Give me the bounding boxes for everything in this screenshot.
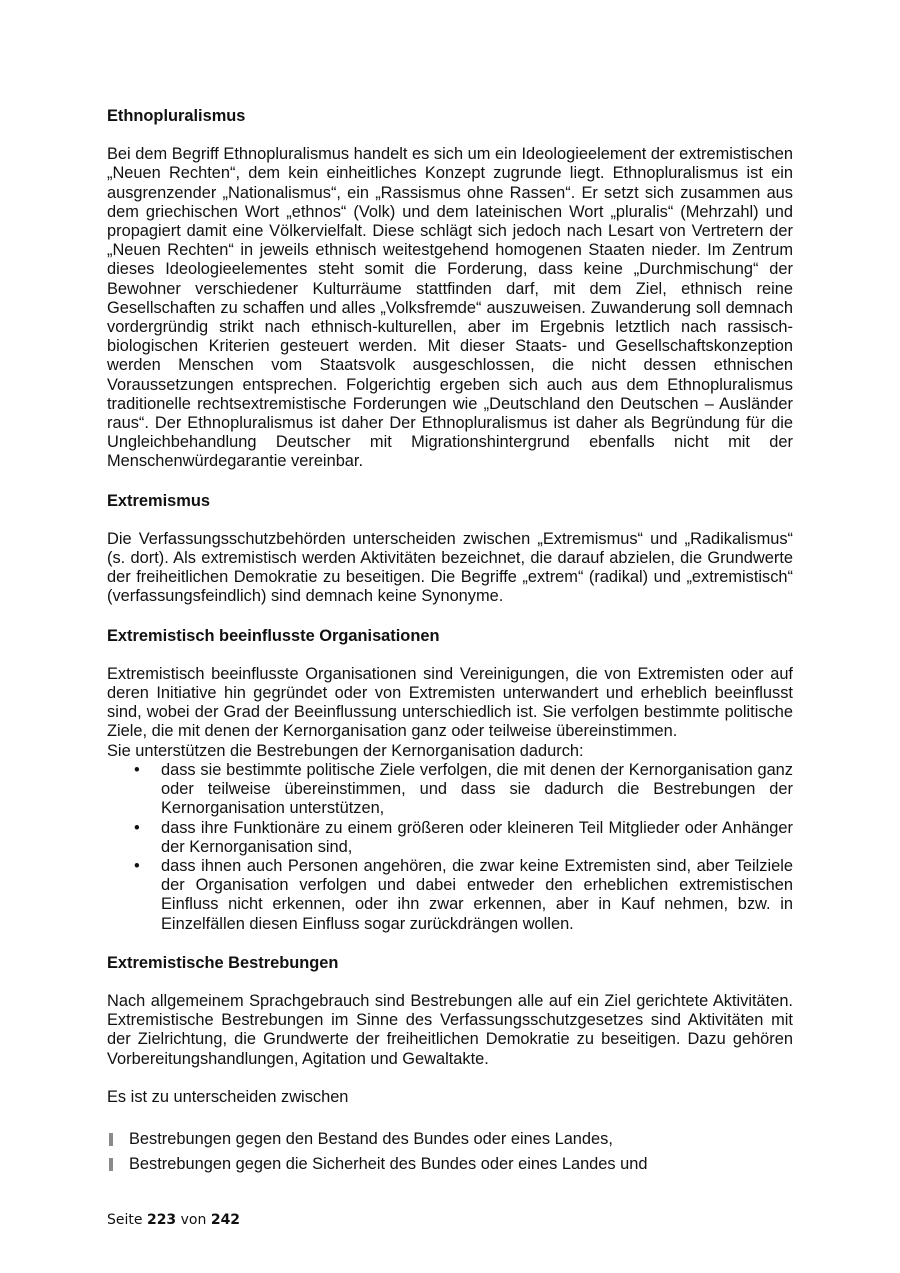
list-item-text: Bestrebungen gegen den Bestand des Bundes oder eines Landes, bbox=[129, 1129, 613, 1148]
page-number-total: 242 bbox=[210, 1212, 241, 1228]
footer-middle: von bbox=[180, 1212, 207, 1228]
bullet-list bbox=[107, 761, 793, 934]
footer-prefix: Seite bbox=[107, 1212, 143, 1228]
section-extremismus bbox=[107, 492, 793, 607]
section-paragraph: Extremistisch beeinflusste Organisationen sind Vereinigungen, die von Extremisten oder auf deren Initiative hin gegründet oder von Extremisten unterwandert und erheblich beeinflusst sind, wobei der Grad der Beeinflussung unterschiedlich ist. Sie verfolgen bestimmte politische Ziele, die mit denen der Kernorganisation ganz oder teilweise übereinstimmen. bbox=[107, 664, 793, 741]
section-heading: Extremistisch beeinflusste Organisationen bbox=[107, 626, 440, 645]
list-item-text: dass sie bestimmte politische Ziele verfolgen, die mit denen der Kernorganisation ganz oder teilweise übereinstimmen, und dass sie dadurch die Bestrebungen der Kernorganisation unterstützen, bbox=[161, 760, 793, 818]
section-extremistisch-beeinflusste-organisationen bbox=[107, 627, 793, 934]
section-heading: Extremistische Bestrebungen bbox=[107, 953, 339, 972]
list-item-text: dass ihnen auch Personen angehören, die zwar keine Extremisten sind, aber Teilziele der Organisation verfolgen und dabei entweder den erheblichen extremistischen Einfluss nicht erkennen, oder ihn zwar erkennen, aber in Kauf nehmen, bzw. in Einzelfällen diesen Einfluss sogar zurückdrängen wollen. bbox=[161, 856, 793, 933]
bar-list bbox=[107, 1130, 793, 1174]
list-item bbox=[129, 1155, 793, 1174]
page-content bbox=[107, 107, 793, 1194]
section-ethnopluralismus bbox=[107, 107, 793, 472]
bar-bullet-icon bbox=[109, 1158, 113, 1171]
list-item-text: dass ihre Funktionäre zu einem größeren oder kleineren Teil Mitglieder oder Anhänger der Kernorganisation sind, bbox=[161, 818, 793, 856]
bullet-icon: • bbox=[134, 760, 140, 779]
list-item bbox=[129, 1130, 793, 1149]
bar-bullet-icon bbox=[109, 1133, 113, 1146]
section-paragraph-intro: Sie unterstützen die Bestrebungen der Kernorganisation dadurch: bbox=[107, 741, 584, 760]
page-footer bbox=[107, 1211, 240, 1230]
section-paragraph: Nach allgemeinem Sprachgebrauch sind Bestrebungen alle auf ein Ziel gerichtete Aktivitäten. Extremistische Bestrebungen im Sinne des Verfassungsschutzgesetzes sind Aktivitäten mit der Zielrichtung, die Grundwerte der freiheitlichen Demokratie zu beseitigen. Dazu gehören Vorbereitungshandlungen, Agitation und Gewaltakte. bbox=[107, 991, 793, 1068]
list-item-text: Bestrebungen gegen die Sicherheit des Bundes oder eines Landes und bbox=[129, 1155, 648, 1174]
list-item bbox=[134, 856, 793, 934]
list-item bbox=[134, 818, 793, 857]
section-paragraph: Bei dem Begriff Ethnopluralismus handelt es sich um ein Ideologieelement der extremistischen „Neuen Rechten“, dem kein einheitliches Konzept zugrunde liegt. Ethnopluralismus ist ein ausgrenzender „Nationalismus“, ein „Rassismus ohne Rassen“. Er setzt sich zusammen aus dem griechischen Wort „ethnos“ (Volk) und dem lateinischen Wort „pluralis“ (Mehrzahl) und propagiert damit eine Völkervielfalt. Diese schlägt sich jedoch nach Lesart von Vertretern der „Neuen Rechten“ in jeweils ethnisch weitestgehend homogenen Staaten nieder. Im Zentrum dieses Ideologieelementes steht somit die Forderung, dass keine „Durchmischung“ der Bewohner verschiedener Kulturräume stattfinden darf, mit dem Ziel, ethnisch reine Gesellschaften zu schaffen und alles „Volksfremde“ auszuweisen. Zuwanderung soll demnach vordergründig strikt nach ethnisch-kulturellen, aber im Ergebnis letztlich nach rassisch-biologischen Kriterien gesteuert werden. Mit dieser Staats- und Gesellschaftskonzeption werden Menschen vom Staatsvolk ausgeschlossen, die nicht dessen ethnischen Voraussetzungen entsprechen. Folgerichtig ergeben sich auch aus dem Ethnopluralismus traditionelle rechtsextremistische Forderungen wie „Deutschland den Deutschen – Ausländer raus“. Der Ethnopluralismus ist daher Der Ethnopluralismus ist daher als Begründung für die Ungleichbehandlung Deutscher mit Migrationshintergrund ebenfalls nicht mit der Menschenwürdegarantie vereinbar. bbox=[107, 145, 793, 471]
bullet-icon: • bbox=[134, 818, 140, 837]
bullet-icon: • bbox=[134, 856, 140, 875]
section-extremistische-bestrebungen bbox=[107, 954, 793, 1175]
section-heading: Extremismus bbox=[107, 491, 210, 510]
section-paragraph: Die Verfassungsschutzbehörden unterscheiden zwischen „Extremismus“ und „Radikalismus“ (s. dort). Als extremistisch werden Aktivitäten bezeichnet, die darauf abzielen, die Grundwerte der freiheitlichen Demokratie zu beseitigen. Die Begriffe „extrem“ (radikal) und „extremistisch“ (verfassungsfeindlich) sind demnach keine Synonyme. bbox=[107, 529, 793, 606]
page-number-current: 223 bbox=[146, 1212, 177, 1228]
list-item bbox=[134, 760, 793, 819]
section-heading: Ethnopluralismus bbox=[107, 107, 246, 125]
section-paragraph-intro: Es ist zu unterscheiden zwischen bbox=[107, 1087, 349, 1106]
